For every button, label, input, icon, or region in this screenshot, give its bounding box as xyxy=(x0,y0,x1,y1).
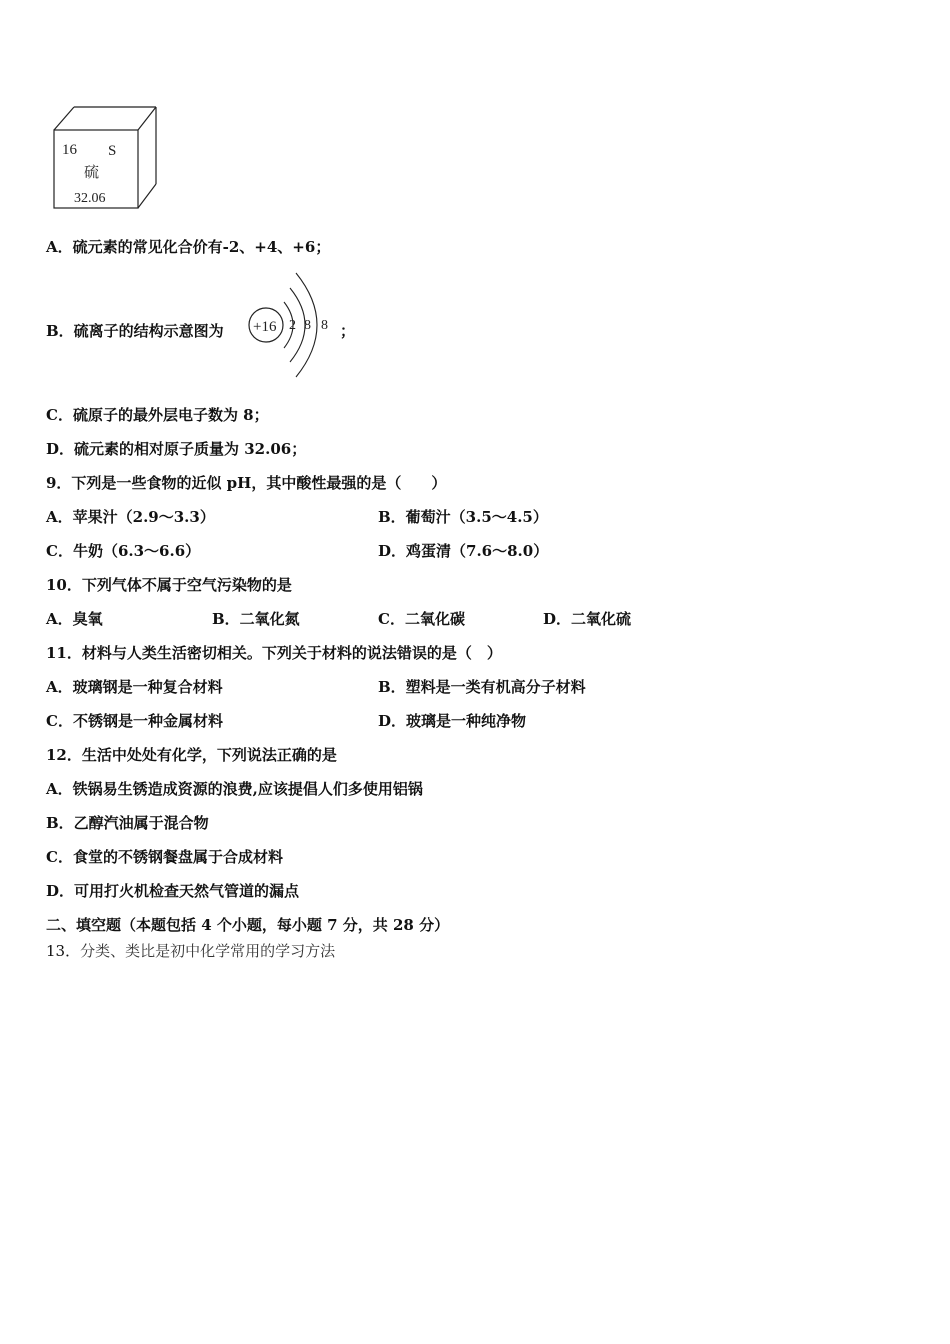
shell-electrons-1: 2 xyxy=(289,318,296,333)
q12-option-a: A．铁锅易生锈造成资源的浪费,应该提倡人们多使用铝锅 xyxy=(46,780,423,798)
q8-option-a: A．硫元素的常见化合价有-2、+4、+6； xyxy=(46,238,331,256)
q12-option-b: B．乙醇汽油属于混合物 xyxy=(46,814,209,832)
q9-option-a: A．苹果汁（2.9～3.3） xyxy=(46,508,215,526)
q11-option-a: A．玻璃钢是一种复合材料 xyxy=(46,678,223,696)
q13-stem: 分类、类比是初中化学常用的学习方法 xyxy=(80,942,336,960)
sulfide-ion-structure-diagram xyxy=(246,270,340,382)
q10-option-c: C．二氧化碳 xyxy=(378,610,465,628)
q8-option-b-text: B．硫离子的结构示意图为 xyxy=(46,322,224,340)
q12-stem: 12．生活中处处有化学，下列说法正确的是 xyxy=(46,746,337,764)
q9-option-d: D．鸡蛋清（7.6～8.0） xyxy=(378,542,549,560)
q13-number: 13． xyxy=(46,942,81,960)
q10-option-b: B．二氧化氮 xyxy=(212,610,300,628)
atomic-number: 16 xyxy=(62,142,77,158)
q10-stem: 10．下列气体不属于空气污染物的是 xyxy=(46,576,292,594)
shell-electrons-2: 8 xyxy=(304,318,311,333)
q11-option-b: B．塑料是一类有机高分子材料 xyxy=(378,678,586,696)
element-symbol: S xyxy=(108,143,117,159)
q8-option-b-suffix: ； xyxy=(340,322,356,340)
q11-stem: 11．材料与人类生活密切相关。下列关于材料的说法错误的是（ ） xyxy=(46,644,502,662)
q9-option-b: B．葡萄汁（3.5～4.5） xyxy=(378,508,548,526)
element-name: 硫 xyxy=(84,165,100,181)
q11-option-c: C．不锈钢是一种金属材料 xyxy=(46,712,223,730)
shell-electrons-3: 8 xyxy=(321,318,328,333)
nucleus-charge: +16 xyxy=(253,319,277,335)
q11-option-d: D．玻璃是一种纯净物 xyxy=(378,712,527,730)
q10-option-d: D．二氧化硫 xyxy=(543,610,632,628)
q8-option-b xyxy=(46,320,224,341)
q10-option-a: A．臭氧 xyxy=(46,610,103,628)
atomic-mass: 32.06 xyxy=(74,191,106,206)
q9-stem: 9．下列是一些食物的近似 pH，其中酸性最强的是（ ） xyxy=(46,474,447,492)
q12-option-c: C．食堂的不锈钢餐盘属于合成材料 xyxy=(46,848,283,866)
q9-option-c: C．牛奶（6.3～6.6） xyxy=(46,542,201,560)
sulfur-element-tile xyxy=(50,104,160,212)
q13 xyxy=(46,940,335,961)
q8-option-d: D．硫元素的相对原子质量为 32.06； xyxy=(46,440,307,458)
section-2-heading: 二、填空题（本题包括 4 个小题，每小题 7 分，共 28 分） xyxy=(46,916,450,934)
q8-option-c: C．硫原子的最外层电子数为 8； xyxy=(46,406,269,424)
q12-option-d: D．可用打火机检查天然气管道的漏点 xyxy=(46,882,300,900)
